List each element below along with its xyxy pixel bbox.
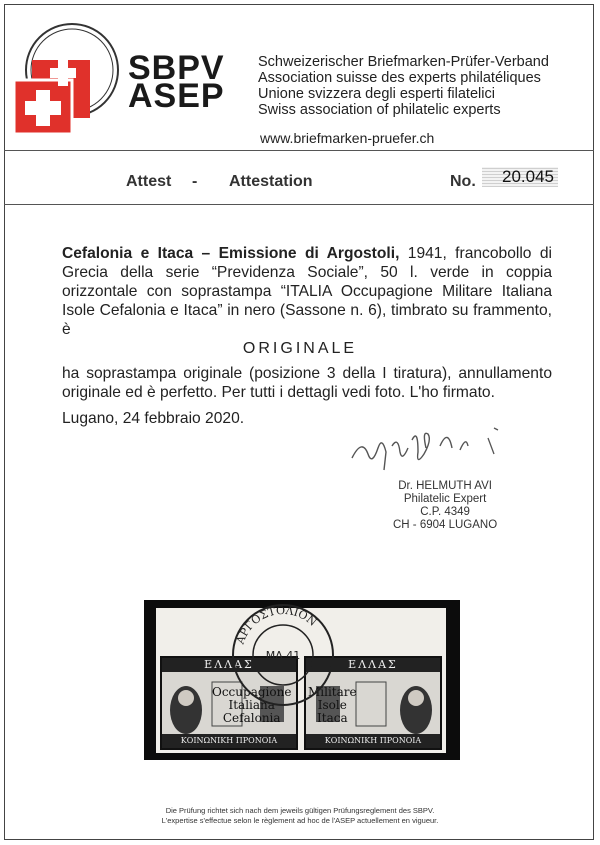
handwritten-signature bbox=[348, 418, 518, 488]
brand-sbpv: SBPV bbox=[128, 49, 225, 87]
postmark-date: MA 41 bbox=[265, 649, 301, 662]
overprint-word: Itaca bbox=[317, 711, 348, 725]
expert-city: CH - 6904 LUGANO bbox=[393, 519, 498, 531]
assoc-en: Swiss association of philatelic experts bbox=[258, 102, 501, 118]
condition-paragraph: ha soprastampa originale (posizione 3 della I tiratura), annullamento originale ed è perfetto. Per tutti i dettagli vedi foto. L'ho firmato. bbox=[62, 365, 552, 401]
footer-line-de: Die Prüfung richtet sich nach dem jeweils gültigen Prüfungsreglement des SBPV. bbox=[165, 806, 435, 815]
brand-asep: ASEP bbox=[128, 77, 225, 115]
website-url: www.briefmarken-pruefer.ch bbox=[260, 130, 435, 146]
attest-divider bbox=[4, 204, 594, 205]
overprint-word: Italiana bbox=[228, 698, 275, 712]
stamp-caption-right: ΚΟΙΝΩΝΙΚΗ ΠΡΟΝΟΙΑ bbox=[306, 734, 440, 748]
association-names bbox=[258, 54, 549, 118]
number-label: No. bbox=[450, 173, 476, 190]
assoc-de: Schweizerischer Briefmarken-Prüfer-Verband bbox=[258, 54, 549, 70]
stamp-country-right: ΕΛΛΑΣ bbox=[306, 658, 440, 672]
header-divider bbox=[4, 150, 594, 151]
sbpv-logo bbox=[10, 20, 122, 136]
overprint-word: Cefalonia bbox=[222, 711, 281, 725]
attest-dash: - bbox=[192, 173, 198, 190]
footer-note bbox=[0, 806, 600, 826]
postmark-cancel bbox=[230, 602, 336, 708]
stamp-caption: ΚΟΙΝΩΝΙΚΗ ΠΡΟΝΟΙΑ bbox=[162, 734, 296, 748]
expert-name: Dr. HELMUTH AVI bbox=[398, 480, 492, 492]
brand-name bbox=[128, 49, 225, 115]
assoc-fr: Association suisse des experts philatéliques bbox=[258, 70, 541, 86]
description-heading: Cefalonia e Itaca – Emissione di Argostoli, bbox=[62, 245, 400, 262]
description-paragraph bbox=[62, 244, 552, 339]
stamp-country: ΕΛΛΑΣ bbox=[162, 658, 296, 672]
overprint-word: Militare bbox=[308, 685, 357, 699]
attest-label: Attest bbox=[126, 173, 172, 190]
expert-title: Philatelic Expert bbox=[403, 493, 487, 505]
certificate-number: 20.045 bbox=[482, 167, 558, 187]
assoc-it: Unione svizzera degli esperti filatelici bbox=[258, 86, 495, 102]
description-text: 1941, francobollo di Grecia della serie “Previdenza Sociale”, 50 l. verde in coppia orizzontale con soprastampa “ITALIA Occupagione Militare Italiana Isole Cefalonia e Itaca” in nero (Sassone n. 6), timbrato su frammento, è bbox=[62, 245, 552, 338]
verdict-originale: ORIGINALE bbox=[242, 340, 358, 357]
attestation-label: Attestation bbox=[229, 173, 313, 190]
overprint-word: Isole bbox=[317, 698, 347, 712]
expert-box: C.P. 4349 bbox=[420, 506, 470, 518]
postmark-town: ΑΡΓΟΣΤΟΛΙΟΝ bbox=[233, 603, 320, 646]
overprint-word: Occupagione bbox=[212, 685, 292, 699]
place-date: Lugano, 24 febbraio 2020. bbox=[62, 410, 245, 427]
expert-block bbox=[393, 480, 497, 532]
footer-line-fr: L'expertise s'effectue selon le règlement ad hoc de l'ASEP actuellement en vigueur. bbox=[161, 816, 439, 825]
